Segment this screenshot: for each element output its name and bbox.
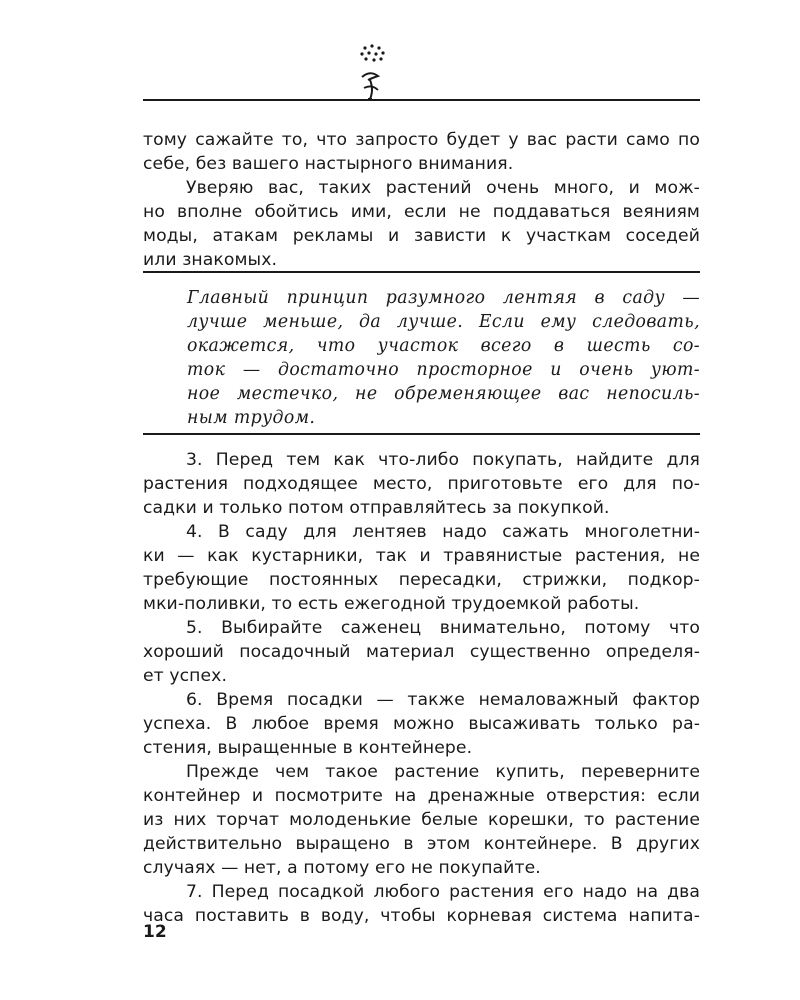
text-line: 3. Перед тем как что-либо покупать, найдите для <box>186 450 700 470</box>
text-line: действительно выращено в этом контейнере. В других <box>143 834 700 854</box>
text-line: требующие постоянных пересадки, стрижки, подкор- <box>143 570 700 590</box>
principle-quote <box>187 287 700 431</box>
quote-line: ным трудом. <box>187 408 316 428</box>
text-line: моды, атакам рекламы и зависти к участкам соседей <box>143 226 700 246</box>
text-line: тому сажайте то, что запросто будет у вас расти само по <box>143 130 700 150</box>
text-line: стения, выращенные в контейнере. <box>143 738 473 758</box>
watering-sprout-icon <box>350 40 400 115</box>
quote-line: окажется, что участок всего в шесть со- <box>187 336 700 356</box>
text-line: Прежде чем такое растение купить, переверните <box>186 762 700 782</box>
text-line: 4. В саду для лентяев надо сажать многолетни- <box>186 522 700 542</box>
text-line: успеха. В любое время можно высаживать только ра- <box>143 714 700 734</box>
text-line: но вполне обойтись ими, если не поддаваться веяниям <box>143 202 700 222</box>
text-line: ки — как кустарники, так и травянистые растения, не <box>143 546 700 566</box>
quote-line: лучше меньше, да лучше. Если ему следовать, <box>187 312 700 332</box>
paragraph-item-7 <box>143 880 700 928</box>
paragraph-item-4 <box>143 520 700 616</box>
text-line: себе, без вашего настырного внимания. <box>143 154 514 174</box>
text-line: часа поставить в воду, чтобы корневая система напита- <box>143 906 700 926</box>
paragraph-item-3 <box>143 448 700 520</box>
text-line: 7. Перед посадкой любого растения его надо на два <box>186 882 700 902</box>
text-line: из них торчат молоденькие белые корешки, то растение <box>143 810 700 830</box>
text-line: 6. Время посадки — также немаловажный фактор <box>186 690 700 710</box>
header-rule <box>143 99 700 101</box>
paragraph-assure <box>143 176 700 272</box>
page-number: 12 <box>143 922 167 942</box>
text-line: 5. Выбирайте саженец внимательно, потому что <box>186 618 700 638</box>
text-line: Уверяю вас, таких растений очень много, и мож- <box>186 178 700 198</box>
text-line: растения подходящее место, приготовьте его для по- <box>143 474 700 494</box>
paragraph-item-5 <box>143 616 700 688</box>
quote-line: Главный принцип разумного лентяя в саду — <box>187 288 700 308</box>
main-text <box>143 448 700 928</box>
quote-line: ток — достаточно просторное и очень уют- <box>187 360 700 380</box>
text-line: ет успех. <box>143 666 228 686</box>
quote-line: ное местечко, не обременяющее вас непосиль- <box>187 384 700 404</box>
text-line: контейнер и посмотрите на дренажные отверстия: если <box>143 786 700 806</box>
text-line: или знакомых. <box>143 250 278 270</box>
text-line: садки и только потом отправляйтесь за покупкой. <box>143 498 610 518</box>
paragraph-continuation <box>143 128 700 176</box>
text-line: хороший посадочный материал существенно определя- <box>143 642 700 662</box>
text-line: мки-поливки, то есть ежегодной трудоемкой работы. <box>143 594 640 614</box>
text-line: случаях — нет, а потому его не покупайте. <box>143 858 541 878</box>
paragraph-container-check <box>143 760 700 880</box>
paragraph-item-6 <box>143 688 700 760</box>
